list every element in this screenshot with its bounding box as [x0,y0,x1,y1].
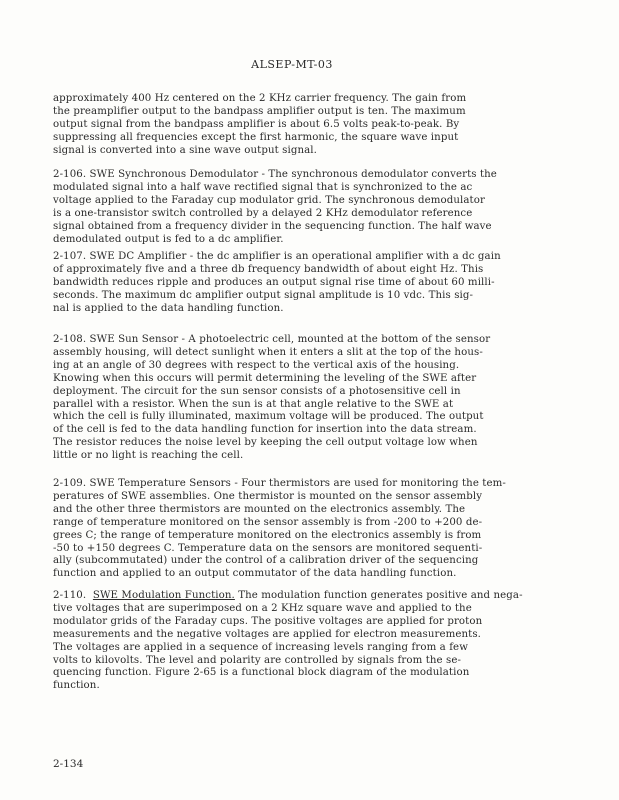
paragraph-line: nal is applied to the data handling function. [53,302,284,314]
section-number: 2-110. [53,590,87,601]
paragraph-line: signal obtained from a frequency divider in the sequencing function. The half wave [53,220,492,232]
paragraph-line: function. [53,680,100,692]
paragraph-line: assembly housing, will detect sunlight when it enters a slit at the top of the hous- [53,346,483,358]
paragraph-line: ing at an angle of 30 degrees with respect to the vertical axis of the housing. [53,359,460,371]
paragraph-line: voltage applied to the Faraday cup modulator grid. The synchronous demodulator [53,194,485,206]
paragraph-line: range of temperature monitored on the sensor assembly is from -200 to +200 de- [53,516,483,528]
paragraph-line: volts to kilovolts. The level and polarity are controlled by signals from the se- [53,654,462,666]
paragraph-line: ally (subcommutated) under the control of a calibration driver of the sequencing [53,555,479,567]
paragraph-2-107 [53,251,613,316]
paragraph-line [53,590,613,603]
section-title: SWE Modulation Function. [92,590,235,601]
paragraph-line: approximately 400 Hz centered on the 2 KHz carrier frequency. The gain from [53,93,467,104]
paragraph-line: grees C; the range of temperature monitored on the electronics assembly is from [53,529,482,541]
paragraph-line: Knowing when this occurs will permit determining the leveling of the SWE after [53,372,477,384]
paragraph-line: bandwidth reduces ripple and produces an output signal rise time of about 60 milli- [53,276,495,288]
paragraph-line: peratures of SWE assemblies. One thermistor is mounted on the sensor assembly [53,490,483,502]
paragraph-line: 2-106. SWE Synchronous Demodulator - The synchronous demodulator converts the [53,169,497,180]
paragraph-line: parallel with a resistor. When the sun is at that angle relative to the SWE at [53,398,454,410]
paragraph-2-108 [53,334,613,463]
paragraph-line: -50 to +150 degrees C. Temperature data on the sensors are monitored sequenti- [53,542,483,554]
paragraph-line: seconds. The maximum dc amplifier output signal amplitude is 10 vdc. This sig- [53,289,474,301]
paragraph-2-110 [53,590,613,693]
paragraph-line: tive voltages that are superimposed on a 2 KHz square wave and applied to the [53,602,472,614]
paragraph-line: which the cell is fully illuminated, maximum voltage will be produced. The output [53,411,484,423]
paragraph-line: demodulated output is fed to a dc amplifier. [53,233,284,245]
paragraph-line: of the cell is fed to the data handling function for insertion into the data stream. [53,424,477,436]
paragraph-line: of approximately five and a three db frequency bandwidth of about eight Hz. This [53,263,484,275]
paragraph-line: output signal from the bandpass amplifier is about 6.5 volts peak-to-peak. By [53,118,460,130]
paragraph-line: suppressing all frequencies except the first harmonic, the square wave input [53,131,459,143]
paragraph-line: modulator grids of the Faraday cups. The positive voltages are applied for proton [53,615,483,627]
paragraph-line: quencing function. Figure 2-65 is a functional block diagram of the modulation [53,667,470,679]
paragraph-line: deployment. The circuit for the sun sensor consists of a photosensitive cell in [53,385,461,397]
paragraph-2-106 [53,169,613,246]
line-text: The modulation function generates positive and nega- [234,590,523,601]
paragraph-line: is a one-transistor switch controlled by a delayed 2 KHz demodulator reference [53,207,473,219]
paragraph-intro [53,93,613,158]
paragraph-line: 2-109. SWE Temperature Sensors - Four thermistors are used for monitoring the tem- [53,478,506,489]
paragraph-line: modulated signal into a half wave rectified signal that is synchronized to the ac [53,181,473,193]
paragraph-line: function and applied to an output commutator of the data handling function. [53,568,457,580]
document-id-header: ALSEP-MT-03 [251,58,333,71]
paragraph-line: and the other three thermistors are mounted on the electronics assembly. The [53,503,466,515]
paragraph-line: The resistor reduces the noise level by keeping the cell output voltage low when [53,437,478,449]
paragraph-line: measurements and the negative voltages are applied for electron measurements. [53,628,481,640]
paragraph-line: 2-107. SWE DC Amplifier - the dc amplifier is an operational amplifier with a dc gain [53,251,501,262]
paragraph-line: The voltages are applied in a sequence of increasing levels ranging from a few [53,641,469,653]
paragraph-line: signal is converted into a sine wave output signal. [53,144,317,156]
paragraph-2-109 [53,478,613,581]
paragraph-line: 2-108. SWE Sun Sensor - A photoelectric cell, mounted at the bottom of the sensor [53,334,491,345]
paragraph-line: little or no light is reaching the cell. [53,450,244,462]
page-number: 2-134 [53,758,84,770]
paragraph-line: the preamplifier output to the bandpass amplifier output is ten. The maximum [53,105,466,117]
